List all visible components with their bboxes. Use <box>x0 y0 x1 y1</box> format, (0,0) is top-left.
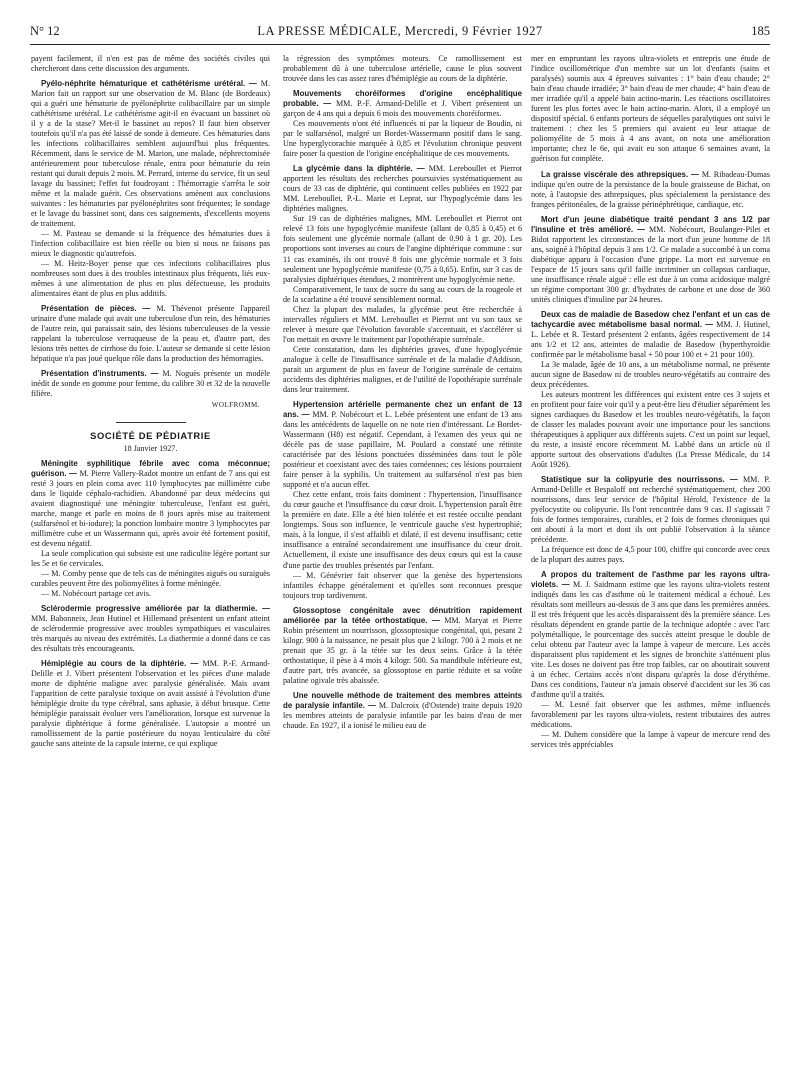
article-heading: Hémiplégie au cours de la diphtérie. — MM. P.-F. Armand-Delille et J. Vibert présentent l'observation et les pièces d'une malade morte de diphtérie maligne avec paralysie généralisée. Mais avant l'apparition de cette paralysie toxique on avait assisté à l'évolution d'une hémiplégie droite du type cérébral, sans aphasie, à début brusque. Cette hémiplégie paraissait évoluer vers l'amélioration, lorsque est survenue la paralysie diphtérique à forme généralisée. L'autopsie a montré un ramollissement de la partie postérieure du noyau lenticulaire du côté gauche sans atteinte de la capsule interne, ce qui explique <box>31 658 270 748</box>
article-heading: Pyélo-néphrite hématurique et cathétérisme urétéral. — M. Marion fait un rapport sur une observation de M. Blanc (de Bordeaux) qui a guéri une hématurie de pyélonéphrite colibacillaire par un simple cathétérisme urétéral. Le cathétérisme agit-il en évacuant un bassinet où il y a de la stase? Met-il le bassinet au repos? Il faut bien observer toutefois qu'il n'a pas été laissé de sonde à demeure. Ces hématuries dans les infections colibacillaires semblent aujourd'hui plus fréquentes. Récemment, dans le service de M. Marion, une malade, néphrectomisée antérieurement pour tuberculose rénale, entra pour hématurie du rein restant qui durait depuis 2 mois. M. Perrard, interne du service, fit un seul lavage du bassinet; l'effet fut foudroyant : l'hémorragie s'arrêta le soir même et la malade guérit. Ces observations amènent aux conclusions suivantes : les hématuries par pyélonéphrites sont fréquentes; le sondage et le lavage du bassinet sont, dans ces saignements, d'excellents moyens de traitement. <box>31 79 270 229</box>
paragraph: la régression des symptômes moteurs. Ce ramollissement est probablement dû à une tuberculose artérielle, cause le plus souvent trouvée dans les cas assez rares d'hémiplégie au cours de la diphtérie. <box>283 54 522 84</box>
article-heading: Sclérodermie progressive améliorée par la diathermie. — MM. Babonneix, Jean Hutinel et Hillemand présentent un enfant atteint de sclérodermie progressive avec troubles sympathiques et vasculaires très marqués au niveau des extrémités. La diathermie a donné dans ce cas des résultats très encourageants. <box>31 603 270 653</box>
page-number: 185 <box>751 24 770 38</box>
paragraph: — M. Nobécourt partage cet avis. <box>41 588 151 598</box>
column-2 <box>283 54 522 731</box>
paragraph: — M. Comby pense que de tels cas de méningites aiguës ou suraiguës curables peuvent être des poliomyélites à forme méningée. <box>31 568 270 588</box>
article-heading: Deux cas de maladie de Basedow chez l'enfant et un cas de tachycardie avec métabolisme basal normal. — MM. J. Hutinel, L. Lebée et R. Testard présentent 2 enfants, âgées respectivement de 14 ans 1/2 et 12 ans, atteintes de maladie de Basedow (hyperthyroïdie confirmée par le métabolisme basal + 50 pour 100 et + 21 pour 100). <box>531 309 770 359</box>
article-heading: Présentation de pièces. — M. Thévenot présente l'appareil urinaire d'une malade qui avait une tuberculose d'un rein, des hématuries de l'autre rein, qui paraissait sain, des lésions tuberculeuses de la vessie rappelant la tuberculose verruqueuse de la peau et, d'autre part, des lésions très nettes de cirrhose du foie. L'auteur se demande si cette lésion hépatique n'a pas joué quelque rôle dans la production des hémorragies. <box>31 304 270 364</box>
author-signature: WOLFROMM. <box>211 401 260 410</box>
paragraph: payent facilement, il n'en est pas de même des sociétés civiles qui chercheront dans cette discussion des arguments. <box>31 54 270 74</box>
paragraph: — M. Génévrier fait observer que la genèse des hypertensions infantiles échappe généralement et qu'elles sont reconnues presque toujours trop tardivement. <box>283 570 522 600</box>
paragraph: — M. Duhem considère que la lampe à vapeur de mercure rend des services très appréciables <box>531 730 770 750</box>
article-heading: Une nouvelle méthode de traitement des membres atteints de paralysie infantile. — M. Dalcroix (d'Ostende) traite depuis 1920 les membres atteints de paralysie infantile par les bains d'eau de mer chaude. En 1927, il a ionisé le milieu eau de <box>283 690 522 730</box>
article-heading: Statistique sur la colipyurie des nourrissons. — MM. P. Armand-Delille et Bespaloff ont recherché systématiquement, chez 200 nourrissons, dans leur service de l'hôpital Hérold, l'existence de la pyélocystite ou colipyurie. Ils l'ont rencontrée dans 9 cas. Il s'agissait 7 fois de formes temporaires, curables, et 2 fois de formes chroniques qui ont abouti à la mort et dont ils ont publié l'observation à la séance précédente. <box>531 475 770 545</box>
issue-number: N° 12 <box>30 24 60 38</box>
column-3 <box>531 54 770 750</box>
article-heading: Mouvements choréiformes d'origine encéphalitique probable. — MM. P.-F. Armand-Delille et J. Vibert présentent un garçon de 4 ans qui a depuis 6 mois des mouvements choréiformes. <box>283 89 522 119</box>
paragraph: La 3e malade, âgée de 10 ans, a un métabolisme normal, ne présente aucun signe de Basedow ni de troubles neuro-végétatifs au contraire des deux précédentes. <box>531 359 770 389</box>
article-heading: Hypertension artérielle permanente chez un enfant de 13 ans. — MM. P. Nobécourt et L. Lebée présentent une enfant de 13 ans dans les antécédents de laquelle on ne note rien d'intéressant. Le Bordet-Wassermann (H8) est négatif. Cependant, à l'examen des yeux qui ne décèle pas de stase papillaire, M. Poulard a constaté une rétinite caractérisée par des lésions ponctuées disséminées dans tout le pôle postérieur et coexistant avec des taies cornéennes; ces lésions pourraient faire penser à la syphilis. Un traitement au sulfarsénol n'est pas bien supporté et n'a aucun effet. <box>283 400 523 490</box>
paragraph: — M. Pasteau se demande si la fréquence des hématuries dues à l'infection colibacillaire est bien réelle ou bien si nous ne faisons pas mieux le diagnostic qu'autrefois. <box>31 229 270 259</box>
article-heading: A propos du traitement de l'asthme par les rayons ultra-violets. — M. J. Saidmann estime que les rayons ultra-violets restent indiqués dans les cas d'asthme où le traitement médical a échoué. Les résultats sont meilleurs au-dessus de 3 ans que dans les premières années. Il est très fréquent que les accès disparaissent dès la première séance. Les résultats dépendent en grande partie de la technique adoptée : avec l'arc polymétallique, le pourcentage des succès atteint presque le double de celui obtenu par l'auteur avec la lampe à vapeur de mercure. Les accès disparaissent plus rapidement et les signes de bronchite s'atténuent plus vite. Les doses ne doivent pas être trop faibles, car on aboutirait souvent à un échec. Certains accès n'ont disparu qu'après la dose d'érythème. Dans ces conditions, l'auteur n'a jamais observé d'accident sur les 36 cas d'asthme qu'il a traités. <box>531 570 770 700</box>
paragraph: Chez cette enfant, trois faits dominent : l'hypertension, l'insuffisance du cœur gauche et l'insuffisance du cœur droit. L'hypertension paraît être la première en date. Elle a été bien tolérée et est restée occulte pendant longtemps. Sous son influence, le ventricule gauche s'est hypertrophié; mais, à la longue, il s'est affaibli et dilaté, il est devenu insuffisant; cette insuffisance a entraîné secondairement une insuffisance du cœur droit. Actuellement, il existe une insuffisance des deux cœurs qui est la cause d'une partie des troubles présentés par l'enfant. <box>283 490 522 570</box>
article-heading: Méningite syphilitique fébrile avec coma méconnue; guérison. — M. Pierre Vallery-Radot montre un enfant de 7 ans qui est resté 3 jours en plein coma avec 110 lymphocytes par millimètre cube dans le liquide céphalo-rachidien. Abandonné par deux médecins qui avaient diagnostiqué une méningite tuberculeuse, l'enfant est guéri, marche, mange et parle en moins de 8 jours après mise au traitement (sulfarsénol et bi-iodure); la ponction lombaire montre 3 lymphocytes par millimètre cube et un Wassermann qui, après avoir été fortement positif, est devenu négatif. <box>31 458 270 548</box>
article-heading: La graisse viscérale des athrepsiques. — M. Ribadeau-Dumas indique qu'en outre de la persistance de la boule graisseuse de Bichat, on note, à l'autopsie des athrepsiques, plus spécialement la persistance des franges péritonéales, de la graisse périnéphrétique, cardiaque, etc. <box>531 169 770 209</box>
article-heading: Glossoptose congénitale avec dénutrition rapidement améliorée par la tétée orthostatique. — MM. Maryat et Pierre Robin présentent un nourrisson, glossoptosique congénital, qui, pesant 2 kilogr. 900 à la naissance, ne pesait plus que 2 kilogr. 700 à 2 mois et ne prenait que 35 gr. à la tétée sur les deux seins. Grâce à la tétée orthostatique, il pèse à 4 mois 4 kilogr. 500. Sa mandibule inférieure est, d'autre part, très avancée, sa glossoptose en partie réduite et sa voûte palatine ogivale très abaissée. <box>283 605 522 685</box>
page-header <box>30 20 770 45</box>
paragraph: Ces mouvements n'ont été influencés ni par la liqueur de Boudin, ni par le sulfarsénol, malgré un Bordet-Wassermann positif dans le sang. Une hyperglycorachie marquée à 0,85 et l'évolution chronique peuvent faire poser la question de l'origine encéphalitique de ces mouvements. <box>283 119 522 159</box>
article-heading: La glycémie dans la diphtérie. — MM. Lereboullet et Pierrot apportent les résultats des recherches poursuivies systématiquement au cours de 33 cas de diphtérie, qui continuent celles publiées en 1922 par MM. Lereboullet, P.-L. Marie et Leprat, sur l'hypoglycémie dans les diphtéries malignes. <box>283 164 522 214</box>
column-1 <box>31 54 270 749</box>
paragraph: Chez la plupart des malades, la glycémie peut être recherchée à intervalles réguliers et MM. Lereboullet et Pierrot ont vu son taux se relever à mesure que l'évolution favorable s'accentuait, et s'accélérer si l'on mettait en œuvre le traitement par l'opothérapie surrénale. <box>283 304 522 344</box>
paragraph: La fréquence est donc de 4,5 pour 100, chiffre qui concorde avec ceux de la plupart des autres pays. <box>531 545 770 565</box>
paragraph: — M. Lesné fait observer que les asthmes, même influencés favorablement par les rayons ultra-violets, restent tributaires des autres médications. <box>531 700 770 730</box>
article-heading: Mort d'un jeune diabétique traité pendant 3 ans 1/2 par l'insuline et très amélioré. — MM. Nobécourt, Boulanger-Pilet et Bidot rapportent les circonstances de la mort d'un jeune homme de 18 ans, soigné à l'hôpital depuis 3 ans 1/2. Ce malade a succombé à un coma diabétique apparu à l'occasion d'une grippe. La mort est survenue en l'espace de 15 jours sans qu'il faille incriminer un collapsus cardiaque, une insuffisance rénale aiguë : elle est due à un coma acidosique malgré un régime comportant 300 gr. d'hydrates de carbone et une dose de 360 unités cliniques d'insuline par 24 heures. <box>531 214 770 304</box>
journal-title: LA PRESSE MÉDICALE, Mercredi, 9 Février 1927 <box>257 24 543 38</box>
divider <box>116 422 186 423</box>
article-heading: Présentation d'instruments. — M. Noguès présente un modèle inédit de sonde en gomme pour femme, du calibre 30 et 32 de la nouvelle filière. <box>31 369 270 399</box>
paragraph: Sur 19 cas de diphtéries malignes, MM. Lereboullet et Pierrot ont relevé 13 fois une hypoglycémie manifeste (allant de 0,85 à 0,45) et 6 fois seulement une glycémie normale (allant de 0.90 à 1 gr. 20). Les proportions sont inverses au cours de l'angine diphtérique commune : sur 11 cas examinés, ils ont trouvé 8 fois une glycémie normale et 3 fois seulement une hypoglycémie manifeste (0,75 à 0,65). Enfin, sur 3 cas de paralysies diphtériques étendues, 2 montrèrent une hypoglycémie nette. <box>283 214 522 284</box>
paragraph: Les auteurs montrent les différences qui existent entre ces 3 sujets et en profitent pour faire voir qu'il y a peut-être lieu d'étudier séparément les signes cardiaques du Basedow et les troubles neuro-végétatifs, la façon de classer les malades pouvant avoir une importance pour les sanctions thérapeutiques à appliquer aux différents sujets. C'est un point sur lequel, du reste, a insisté encore récemment M. Labbé dans un article où il apporte surtout des observations d'adultes (La Presse Médicale, du 14 Août 1926). <box>531 389 770 469</box>
section-title: SOCIÉTÉ DE PÉDIATRIE <box>90 430 211 442</box>
paragraph: Comparativement, le taux de sucre du sang au cours de la rougeole et de la scarlatine a été trouvé sensiblement normal. <box>283 284 522 304</box>
paragraph: — M. Heitz-Boyer pense que ces infections colibacillaires plus nombreuses sont dues à des troubles intestinaux plus fréquents, liés eux-mêmes à une alimentation de plus en plus défectueuse, les produits alimentaires étant de plus en plus additifs. <box>31 259 270 299</box>
paragraph: mer en empruntant les rayons ultra-violets et entrepris une étude de l'indice oscillométrique d'un membre sur un lot d'enfants (sains et paralysés) soumis aux 4 épreuves suivantes : 1° bain d'eau chaude; 2° bain d'eau chaude irradiée; 3° bain d'eau de mer chaude; 4° bain d'eau de mer irradiée qu'il a appelé bain actino-marin. Les réactions oscillatoires furent les plus fortes avec le bain actino-marin. Alors, il a employé un dispositif spécial. 6 enfants porteurs de séquelles paralytiques ont suivi le traitement : chez les 5 premiers qui avaient eu leur attaque de poliomyélite de 5 mois à 4 ans avant, on nota une amélioration importante; chez le 6e, qui avait eu son attaque 6 semaines avant, la guérison fut complète. <box>531 54 770 164</box>
paragraph: La seule complication qui subsiste est une radiculite légère portant sur les 5e et 6e cervicales. <box>31 548 270 568</box>
section-date: 18 Janvier 1927. <box>123 443 178 453</box>
paragraph: Cette constatation, dans les diphtéries graves, d'une hypoglycémie analogue à celle de l'insuffisance surrénale et de la maladie d'Addison, parait un argument de plus en faveur de l'origine surrénale de certains accidents des diphtéries malignes, et de l'utilité de l'opothérapie surrénale dans leur traitement. <box>283 344 522 395</box>
